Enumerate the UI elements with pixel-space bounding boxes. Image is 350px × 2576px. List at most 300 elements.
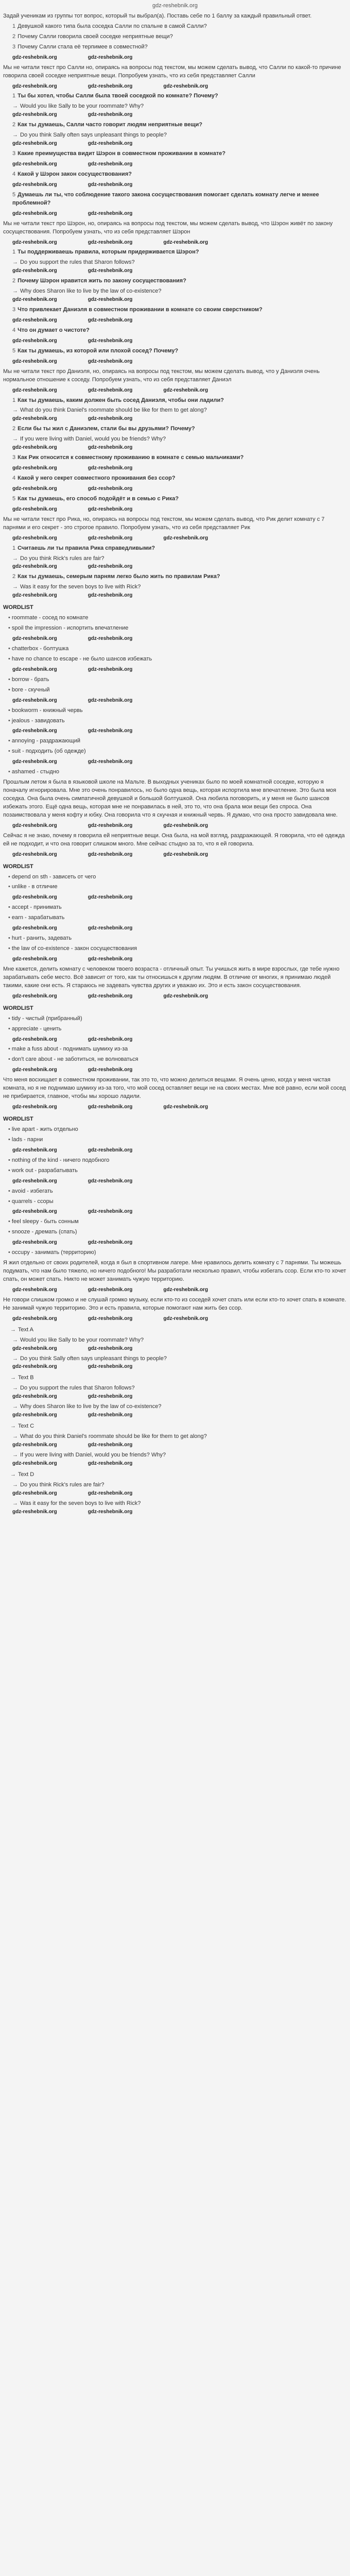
arrow-icon: → [12, 132, 18, 139]
watermark: gdz-reshebnik.org [87, 636, 133, 641]
watermark: gdz-reshebnik.org [12, 1509, 57, 1515]
watermark-row [12, 666, 347, 674]
watermark: gdz-reshebnik.org [163, 1104, 208, 1110]
watermark-row [12, 386, 347, 395]
watermark: gdz-reshebnik.org [12, 485, 57, 492]
answer-question: Считаешь ли ты правила Рика справедливыми? [18, 545, 155, 551]
arrow-icon: → [12, 1355, 18, 1362]
answer-number: 2 [12, 426, 16, 432]
answer-item [12, 150, 347, 158]
answer-number: 5 [12, 347, 16, 354]
story-paragraph: Прошлым летом я была в языковой школе на Мальте. В выходных учениках было по моей комнатной соседке, которую я поначалу игнорировала. Мне это очень понравилось, но было одна вещь, которая испортила мне впечатление. Это была моя соседка. Она была очень симпатичной девушкой и большой болтушкой. Она любила поговорить, и у меня не было шансов избежать этого. Ещё одна вещь, которая мне не понравилась в ней, это то, что она брала мои вещи без спроса. Она позаимствовала у меня кофту и юбку. Она говорила что я скучная и книжный червь. Я думаю, что она просто завидовала мне. [3, 779, 338, 818]
watermark-row [12, 1393, 347, 1401]
answer-item [12, 277, 347, 285]
watermark: gdz-reshebnik.org [12, 83, 57, 89]
watermark: gdz-reshebnik.org [12, 1364, 57, 1370]
watermark: gdz-reshebnik.org [12, 141, 57, 147]
watermark: gdz-reshebnik.org [87, 1240, 133, 1246]
text-label-title: Text A [18, 1326, 33, 1333]
answer-item [12, 191, 347, 208]
wordlist-item: • borrow - брать [8, 676, 347, 684]
arrow-icon: → [10, 1375, 16, 1381]
watermark-row [12, 111, 347, 119]
answer-english [12, 435, 347, 444]
watermark: gdz-reshebnik.org [12, 1345, 57, 1351]
question-number: 2 [12, 33, 16, 40]
wordlist-item: • earn - зарабатывать [8, 914, 347, 922]
text-line [12, 1433, 347, 1441]
question-number: 1 [12, 23, 16, 29]
answer-number: 3 [12, 307, 16, 313]
watermark: gdz-reshebnik.org [12, 1104, 57, 1110]
question-item [12, 43, 347, 52]
watermark-row [12, 358, 347, 366]
watermark: gdz-reshebnik.org [87, 1286, 133, 1293]
intro-paragraph: Задай ученикам из группы тот вопрос, который ты выбрал(а). Поставь себе по 1 баллу за каждый правильный ответ. [3, 12, 312, 19]
watermark-row [12, 1441, 347, 1449]
answer-item [12, 171, 347, 179]
watermark: gdz-reshebnik.org [87, 1147, 133, 1153]
watermark: gdz-reshebnik.org [12, 851, 57, 857]
watermark: gdz-reshebnik.org [12, 161, 57, 167]
watermark: gdz-reshebnik.org [87, 1178, 133, 1184]
watermark: gdz-reshebnik.org [12, 1460, 57, 1466]
wordlist-item: • bookworm - книжный червь [8, 707, 347, 715]
answer-question: Какие преимущества видит Шэрон в совместном проживании в комнате? [18, 150, 226, 157]
watermark: gdz-reshebnik.org [87, 894, 133, 901]
watermark: gdz-reshebnik.org [12, 1490, 57, 1496]
watermark-row [12, 505, 347, 514]
text-line-content: Why does Sharon like to live by the law of co-existence? [20, 1403, 162, 1410]
watermark-row [12, 955, 347, 963]
watermark: gdz-reshebnik.org [87, 358, 133, 364]
watermark: gdz-reshebnik.org [163, 83, 208, 89]
wordlist-item: • chatterbox - болтушка [8, 645, 347, 653]
watermark: gdz-reshebnik.org [87, 1364, 133, 1370]
arrow-icon: → [12, 1385, 18, 1392]
watermark-row [12, 1345, 347, 1353]
watermark-row [12, 758, 347, 766]
wordlist-item: • spoil the impression - испортить впечатление [8, 624, 347, 633]
wordlist-title: WORDLIST [3, 1005, 33, 1011]
answer-number: 3 [12, 150, 16, 157]
watermark-row [12, 591, 347, 600]
arrow-icon: → [12, 1336, 18, 1343]
watermark: gdz-reshebnik.org [87, 83, 133, 89]
watermark: gdz-reshebnik.org [87, 112, 133, 118]
arrow-icon: → [10, 1423, 16, 1430]
wordlist-item: • bore - скучный [8, 686, 347, 694]
text-label-title: Text B [18, 1375, 34, 1381]
story-paragraph: Сейчас я не знаю, почему я говорила ей неприятные вещи. Она была, на мой взгляд, раздражающей. Я говорила, что её одежда ей не подходит, и что она говорит слишком много. Мне сейчас стыдно за то, что я ей говорила. [3, 832, 345, 847]
watermark-row [12, 924, 347, 933]
watermark: gdz-reshebnik.org [87, 1394, 133, 1400]
watermark-row [12, 563, 347, 571]
watermark-row [12, 1239, 347, 1247]
answer-question: Ты поддерживаешь правила, которым придерживается Шэрон? [18, 249, 199, 256]
answer-number: 1 [12, 249, 16, 256]
arrow-icon: → [12, 103, 18, 110]
answer-english-text: Do you think Rick's rules are fair? [20, 555, 104, 562]
text-line [12, 1451, 347, 1460]
watermark: gdz-reshebnik.org [87, 1460, 133, 1466]
watermark: gdz-reshebnik.org [87, 1412, 133, 1418]
arrow-icon: → [12, 407, 18, 414]
summary-paragraph: Не говори слишком громко и не слушай громко музыку, если кто-то из соседей хочет спать или если кто-то хочет спать в комнате. Не занимай чужую территорию. Это и есть правила, которые помогают нам жить без ссор. [3, 1296, 346, 1311]
story-paragraph: Мне кажется, делить комнату с человеком твоего возраста - отличный опыт. Ты учишься жить в мире взрослых, где тебе нужно зарабатывать себе место. Всё зависит от того, как ты относишься к другим людям. В отличие от многих, я принимаю людей такими, какие они есть. Я стараюсь не задевать чувства других и уважаю их. Это и есть закон сосуществования. [3, 965, 340, 989]
watermark: gdz-reshebnik.org [12, 1147, 57, 1153]
watermark: gdz-reshebnik.org [12, 592, 57, 599]
watermark: gdz-reshebnik.org [12, 387, 57, 393]
question-item [12, 33, 347, 41]
watermark-row [12, 1036, 347, 1044]
answer-english-text: Why does Sharon like to live by the law of co-existence? [20, 288, 162, 295]
answer-number: 1 [12, 93, 16, 99]
question-item [12, 23, 347, 31]
watermark: gdz-reshebnik.org [87, 465, 133, 471]
answer-question: Что он думает о чистоте? [18, 327, 90, 333]
watermark: gdz-reshebnik.org [87, 268, 133, 274]
text-line [12, 1336, 347, 1345]
question-number: 3 [12, 43, 16, 50]
watermark: gdz-reshebnik.org [87, 956, 133, 962]
watermark: gdz-reshebnik.org [163, 822, 208, 828]
wordlist-item: • quarrels - ссоры [8, 1198, 347, 1206]
text-line [12, 1384, 347, 1393]
watermark: gdz-reshebnik.org [12, 822, 57, 828]
answer-item [12, 92, 347, 100]
watermark-row [12, 1286, 347, 1294]
answer-question: Как ты думаешь, его способ подойдёт и в семью с Рика? [18, 495, 179, 502]
wordlist-item: • tidy - чистый (прибранный) [8, 1015, 347, 1023]
wordlist-item: • jealous - завидовать [8, 717, 347, 725]
watermark-row [12, 296, 347, 304]
text-line-content: Do you think Rick's rules are fair? [20, 1481, 104, 1488]
watermark: gdz-reshebnik.org [12, 268, 57, 274]
watermark: gdz-reshebnik.org [12, 112, 57, 118]
watermark-row [12, 822, 347, 830]
text-line [12, 1355, 347, 1363]
watermark: gdz-reshebnik.org [87, 1315, 133, 1321]
watermark-row [12, 893, 347, 902]
wordlist-item: • avoid - избегать [8, 1188, 347, 1196]
answer-item [12, 248, 347, 257]
answer-number: 5 [12, 495, 16, 502]
section-paragraph: Мы не читали текст про Рика, но, опираясь на вопросы под текстом, мы можем сделать вывод, что Рик делит комнату с 7 парнями и его секрет - это строгое правило. Попробуем узнать, что из себя представляет Рик [3, 516, 325, 531]
watermark: gdz-reshebnik.org [87, 1104, 133, 1110]
arrow-icon: → [10, 1471, 16, 1478]
wordlist-item: • live apart - жить отдельно [8, 1126, 347, 1134]
wordlist-item: • hurt - ранить, задевать [8, 935, 347, 943]
answer-english-text: Was it easy for the seven boys to live with Rick? [20, 584, 141, 590]
answer-english [12, 131, 347, 140]
arrow-icon: → [12, 259, 18, 266]
watermark: gdz-reshebnik.org [87, 1442, 133, 1448]
watermark-row [12, 267, 347, 275]
wordlist-title: WORDLIST [3, 863, 33, 870]
watermark: gdz-reshebnik.org [163, 1286, 208, 1293]
answer-question: Как ты думаешь, семерым парням легко было жить по правилам Рика? [18, 573, 220, 580]
wordlist-title: WORDLIST [3, 1116, 33, 1122]
watermark: gdz-reshebnik.org [12, 465, 57, 471]
answer-english [12, 259, 347, 267]
text-line-content: If you were living with Daniel, would you be friends? Why? [20, 1451, 166, 1458]
watermark-row [12, 1411, 347, 1419]
watermark: gdz-reshebnik.org [12, 317, 57, 323]
watermark-row [12, 485, 347, 493]
watermark-row [12, 160, 347, 168]
watermark: gdz-reshebnik.org [12, 54, 57, 60]
arrow-icon: → [12, 555, 18, 562]
watermark: gdz-reshebnik.org [163, 535, 208, 541]
watermark: gdz-reshebnik.org [87, 666, 133, 672]
arrow-icon: → [12, 1433, 18, 1439]
answer-english [12, 103, 347, 111]
watermark: gdz-reshebnik.org [12, 358, 57, 364]
wordlist-item: • occupy - занимать (территорию) [8, 1249, 347, 1257]
text-label [10, 1422, 347, 1431]
watermark: gdz-reshebnik.org [87, 1509, 133, 1515]
text-label [10, 1471, 347, 1479]
wordlist-item: • feel sleepy - быть сонным [8, 1218, 347, 1226]
watermark: gdz-reshebnik.org [12, 1286, 57, 1293]
watermark: gdz-reshebnik.org [87, 1067, 133, 1073]
watermark: gdz-reshebnik.org [12, 1036, 57, 1042]
arrow-icon: → [10, 1326, 16, 1333]
watermark: gdz-reshebnik.org [12, 1209, 57, 1215]
watermark: gdz-reshebnik.org [12, 1442, 57, 1448]
watermark: gdz-reshebnik.org [87, 851, 133, 857]
wordlist-item: • snooze - дремать (спать) [8, 1228, 347, 1236]
answer-english [12, 406, 347, 415]
watermark-row [12, 1508, 347, 1516]
arrow-icon: → [12, 1451, 18, 1458]
watermark: gdz-reshebnik.org [87, 161, 133, 167]
watermark: gdz-reshebnik.org [12, 1067, 57, 1073]
watermark-row [12, 1146, 347, 1155]
answer-english [12, 583, 347, 591]
watermark-row [12, 464, 347, 472]
watermark: gdz-reshebnik.org [87, 564, 133, 570]
answer-question: Почему Шэрон нравится жить по закону сосуществования? [18, 278, 186, 284]
watermark-row [12, 181, 347, 189]
watermark: gdz-reshebnik.org [87, 416, 133, 422]
wordlist-item: • work out - разрабатывать [8, 1167, 347, 1175]
watermark: gdz-reshebnik.org [87, 485, 133, 492]
text-line-content: Was it easy for the seven boys to live with Rick? [20, 1500, 141, 1506]
answer-english-text: Do you support the rules that Sharon follows? [20, 259, 135, 266]
watermark: gdz-reshebnik.org [12, 506, 57, 512]
watermark-row [12, 239, 347, 247]
watermark: gdz-reshebnik.org [12, 697, 57, 703]
answer-english [12, 555, 347, 563]
answer-question: Как ты думаешь, Салли часто говорит людям неприятные вещи? [18, 122, 203, 128]
watermark: gdz-reshebnik.org [87, 759, 133, 765]
watermark-row [12, 727, 347, 735]
text-line-content: Would you like Sally to be your roommate? Why? [20, 1336, 144, 1343]
watermark-row [12, 1489, 347, 1498]
wordlist-title: WORDLIST [3, 604, 33, 611]
wordlist-item: • suit - подходить (об одежде) [8, 748, 347, 756]
wordlist-item: • unlike - в отличие [8, 883, 347, 891]
answer-question: Какой у Шэрон закон сосуществования? [18, 171, 132, 177]
watermark-row [12, 82, 347, 91]
watermark: gdz-reshebnik.org [87, 697, 133, 703]
answer-english [12, 287, 347, 296]
story-paragraph: Что меня восхищает в совместном проживании, так это то, что можно делиться вещами. Я очень ценю, когда у меня чистая комната, но я не поднимаю шумиху из-за того, что мой сосед оставляет вещи не на своих местах. Мне всё равно, если мой сосед не прибирается, главное, чтобы мы хорошо ладили. [3, 1077, 346, 1100]
watermark-row [12, 1103, 347, 1111]
text-line [12, 1481, 347, 1489]
watermark: gdz-reshebnik.org [12, 894, 57, 901]
watermark: gdz-reshebnik.org [12, 956, 57, 962]
answer-question: Как Рик относится к совместному проживанию в комнате с семью мальчиками? [18, 454, 244, 461]
arrow-icon: → [12, 584, 18, 590]
answer-item [12, 121, 347, 129]
watermark: gdz-reshebnik.org [87, 592, 133, 599]
watermark: gdz-reshebnik.org [12, 564, 57, 570]
watermark: gdz-reshebnik.org [163, 387, 208, 393]
answer-number: 4 [12, 171, 16, 177]
watermark: gdz-reshebnik.org [12, 1315, 57, 1321]
answer-number: 3 [12, 454, 16, 461]
site-url: gdz-reshebnik.org [152, 3, 198, 9]
text-label-title: Text C [18, 1423, 34, 1430]
watermark: gdz-reshebnik.org [163, 239, 208, 245]
text-label [10, 1374, 347, 1382]
watermark: gdz-reshebnik.org [163, 1315, 208, 1321]
watermark: gdz-reshebnik.org [87, 210, 133, 216]
watermark: gdz-reshebnik.org [12, 1394, 57, 1400]
watermark: gdz-reshebnik.org [12, 1240, 57, 1246]
watermark-row [12, 316, 347, 325]
watermark-row [12, 992, 347, 1001]
watermark: gdz-reshebnik.org [12, 636, 57, 641]
watermark: gdz-reshebnik.org [12, 337, 57, 344]
answer-item [12, 425, 347, 433]
watermark: gdz-reshebnik.org [12, 1412, 57, 1418]
text-line [12, 1500, 347, 1508]
wordlist-item: • roommate - сосед по комнате [8, 614, 347, 622]
watermark: gdz-reshebnik.org [87, 181, 133, 188]
watermark-row [12, 1315, 347, 1323]
watermark-row [12, 697, 347, 705]
answer-item [12, 306, 347, 314]
wordlist-item: • don't care about - не заботиться, не волноваться [8, 1056, 347, 1064]
watermark: gdz-reshebnik.org [12, 535, 57, 541]
answer-number: 1 [12, 397, 16, 403]
watermark: gdz-reshebnik.org [87, 297, 133, 303]
answer-question: Что привлекает Даниэля в совместном проживании в комнате со своим сверстником? [18, 307, 262, 313]
question-text: Девушкой какого типа была соседка Салли по спальне в самой Салли? [18, 23, 207, 29]
arrow-icon: → [12, 1403, 18, 1410]
section-paragraph: Мы не читали текст про Шэрон, но, опираясь на вопросы под текстом, мы можем сделать вывод, что Шэрон живёт по закону сосуществования. Попробуем узнать, что из себя представляет Шэрон [3, 220, 333, 235]
text-line-content: Do you think Sally often says unpleasant things to people? [20, 1355, 167, 1362]
watermark-row [12, 851, 347, 859]
watermark-row [12, 1460, 347, 1468]
watermark-row [12, 534, 347, 543]
watermark: gdz-reshebnik.org [87, 54, 133, 60]
section-paragraph: Мы не читали текст про Салли но, опираясь на вопросы под текстом, мы можем сделать вывод, что Салли по какой-то причине говорила своей соседке неприятные вещи. Попробуем узнать, что из себя представляет Салли [3, 64, 341, 79]
answer-question: Как ты думаешь, из которой или плохой сосед? Почему? [18, 347, 179, 354]
arrow-icon: → [12, 1500, 18, 1506]
watermark: gdz-reshebnik.org [87, 1209, 133, 1215]
text-line-content: What do you think Daniel's roommate should be like for them to get along? [20, 1433, 207, 1439]
text-line [12, 1403, 347, 1411]
watermark: gdz-reshebnik.org [12, 239, 57, 245]
watermark: gdz-reshebnik.org [87, 506, 133, 512]
watermark: gdz-reshebnik.org [12, 297, 57, 303]
watermark-row [12, 337, 347, 345]
watermark: gdz-reshebnik.org [87, 317, 133, 323]
watermark: gdz-reshebnik.org [87, 1345, 133, 1351]
watermark: gdz-reshebnik.org [87, 1036, 133, 1042]
watermark: gdz-reshebnik.org [87, 1490, 133, 1496]
answer-item [12, 474, 347, 483]
wordlist-item: • annoying - раздражающий [8, 737, 347, 745]
watermark: gdz-reshebnik.org [12, 210, 57, 216]
answer-number: 2 [12, 573, 16, 580]
question-text: Почему Салли говорила своей соседке неприятные вещи? [18, 33, 173, 40]
answer-item [12, 454, 347, 462]
text-label-title: Text D [18, 1471, 34, 1478]
watermark: gdz-reshebnik.org [163, 993, 208, 999]
text-label [10, 1326, 347, 1334]
answer-english-text: What do you think Daniel's roommate should be like for them to get along? [20, 407, 207, 414]
watermark-row [12, 444, 347, 452]
watermark: gdz-reshebnik.org [12, 993, 57, 999]
answer-question: Ты бы хотел, чтобы Салли была твоей соседкой по комнате? Почему? [18, 93, 218, 99]
wordlist-item: • have no chance to escape - не было шансов избежать [8, 655, 347, 664]
watermark: gdz-reshebnik.org [87, 141, 133, 147]
arrow-icon: → [12, 436, 18, 443]
answer-number: 1 [12, 545, 16, 551]
watermark: gdz-reshebnik.org [12, 666, 57, 672]
text-line-content: Do you support the rules that Sharon follows? [20, 1385, 135, 1392]
section-paragraph: Мы не читали текст про Даниэля, но, опираясь на вопросы под текстом, мы можем сделать вывод, что у Даниэля очень нормальное отношение к соседу. Попробуем узнать, что из себя представляет Даниэл [3, 368, 320, 383]
watermark: gdz-reshebnik.org [163, 851, 208, 857]
watermark: gdz-reshebnik.org [87, 925, 133, 931]
watermark-row [12, 1066, 347, 1074]
answer-question: Думаешь ли ты, что соблюдение такого закона сосуществования помогает сделать комнату легче и менее проблемной? [12, 191, 319, 206]
answer-number: 5 [12, 191, 16, 198]
question-text: Почему Салли стала её терпимее в совместной? [18, 43, 148, 50]
arrow-icon: → [12, 288, 18, 295]
watermark: gdz-reshebnik.org [87, 445, 133, 451]
watermark: gdz-reshebnik.org [12, 759, 57, 765]
arrow-icon: → [12, 1481, 18, 1488]
wordlist-item: • accept - принимать [8, 904, 347, 912]
watermark: gdz-reshebnik.org [12, 1178, 57, 1184]
watermark-row [12, 1177, 347, 1185]
watermark: gdz-reshebnik.org [12, 925, 57, 931]
watermark: gdz-reshebnik.org [12, 181, 57, 188]
answer-english-text: If you were living with Daniel, would you be friends? Why? [20, 436, 166, 443]
watermark: gdz-reshebnik.org [87, 535, 133, 541]
answer-item [12, 397, 347, 405]
watermark: gdz-reshebnik.org [87, 822, 133, 828]
story-paragraph: Я жил отдельно от своих родителей, когда я был в спортивном лагере. Мне нравилось делить комнату с 7 парнями. Ты можешь подумать, что нам было тяжело, но ничего подобного! Мы разработали несколько правил, чтобы избегать ссор. Если кто-то хочет спать, он может спать. Никто не может занимать чужую территорию. [3, 1260, 346, 1282]
watermark-row [12, 1208, 347, 1216]
wordlist-item: • nothing of the kind - ничего подобного [8, 1157, 347, 1165]
answer-number: 2 [12, 122, 16, 128]
watermark-row [12, 210, 347, 218]
answer-number: 2 [12, 278, 16, 284]
wordlist-item: • appreciate - ценить [8, 1025, 347, 1033]
watermark: gdz-reshebnik.org [12, 728, 57, 734]
wordlist-item: • the law of co-existence - закон сосуществования [8, 945, 347, 953]
watermark: gdz-reshebnik.org [87, 387, 133, 393]
watermark-row [12, 635, 347, 643]
